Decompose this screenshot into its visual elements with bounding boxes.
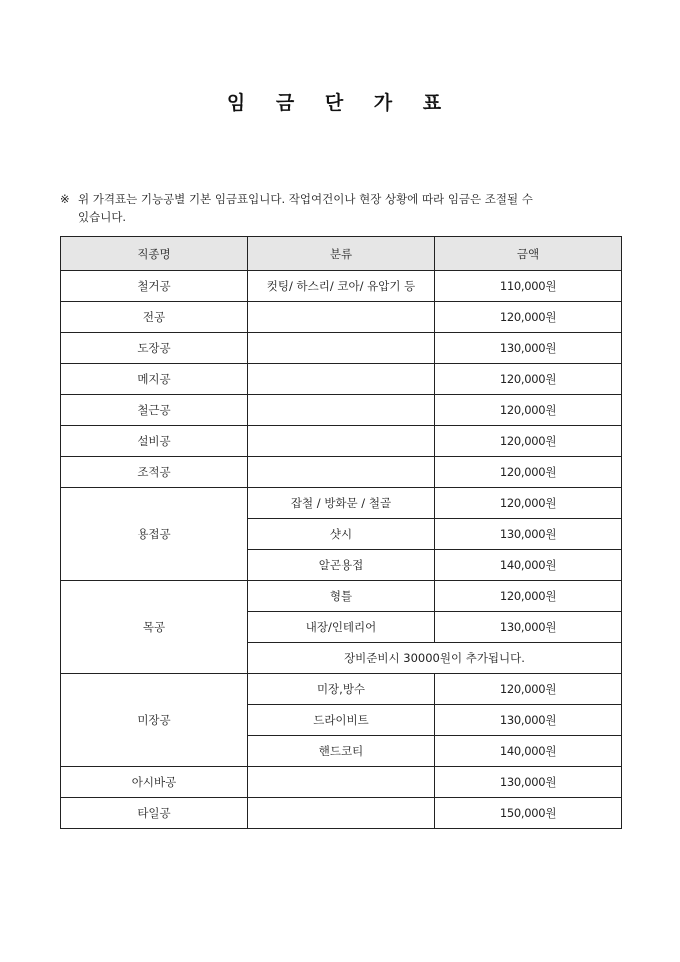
table-row — [61, 364, 622, 395]
job-cell: 메지공 — [61, 364, 248, 395]
amount-cell: 150,000원 — [435, 798, 622, 829]
job-cell-carpentry: 목공 — [61, 581, 248, 674]
note-text-2: 있습니다. — [78, 210, 127, 224]
table-row — [61, 333, 622, 364]
amount-cell: 110,000원 — [435, 271, 622, 302]
table-row — [61, 488, 622, 519]
amount-cell: 130,000원 — [435, 333, 622, 364]
category-cell — [248, 302, 435, 333]
table-row — [61, 767, 622, 798]
table-row — [61, 302, 622, 333]
amount-cell: 120,000원 — [435, 395, 622, 426]
header-job: 직종명 — [61, 237, 248, 271]
job-cell: 전공 — [61, 302, 248, 333]
amount-cell: 120,000원 — [435, 302, 622, 333]
reference-mark-icon: ※ — [60, 192, 70, 206]
amount-cell: 130,000원 — [435, 612, 622, 643]
amount-cell: 120,000원 — [435, 457, 622, 488]
table-row — [61, 395, 622, 426]
table-row — [61, 271, 622, 302]
table-row — [61, 457, 622, 488]
category-cell — [248, 426, 435, 457]
table-row — [61, 798, 622, 829]
category-cell: 핸드코티 — [248, 736, 435, 767]
job-cell: 철거공 — [61, 271, 248, 302]
amount-cell: 120,000원 — [435, 488, 622, 519]
note-line-1 — [60, 190, 625, 208]
price-note — [60, 190, 625, 226]
job-cell: 설비공 — [61, 426, 248, 457]
category-cell: 내장/인테리어 — [248, 612, 435, 643]
category-cell: 알곤용접 — [248, 550, 435, 581]
job-cell: 타일공 — [61, 798, 248, 829]
category-cell: 컷팅/ 하스리/ 코아/ 유압기 등 — [248, 271, 435, 302]
job-cell: 도장공 — [61, 333, 248, 364]
amount-cell: 130,000원 — [435, 767, 622, 798]
category-cell: 미장,방수 — [248, 674, 435, 705]
category-cell: 드라이비트 — [248, 705, 435, 736]
amount-cell: 120,000원 — [435, 426, 622, 457]
amount-cell: 130,000원 — [435, 519, 622, 550]
amount-cell: 120,000원 — [435, 674, 622, 705]
category-cell — [248, 767, 435, 798]
table-header-row — [61, 237, 622, 271]
category-cell — [248, 364, 435, 395]
equipment-surcharge-note: 장비준비시 30000원이 추가됩니다. — [248, 643, 622, 674]
category-cell — [248, 798, 435, 829]
table-row — [61, 581, 622, 612]
category-cell: 잡철 / 방화문 / 철골 — [248, 488, 435, 519]
category-cell: 샷시 — [248, 519, 435, 550]
job-cell-plaster: 미장공 — [61, 674, 248, 767]
wage-table — [60, 236, 622, 829]
category-cell: 형틀 — [248, 581, 435, 612]
category-cell — [248, 457, 435, 488]
amount-cell: 130,000원 — [435, 705, 622, 736]
amount-cell: 140,000원 — [435, 550, 622, 581]
job-cell: 조적공 — [61, 457, 248, 488]
amount-cell: 140,000원 — [435, 736, 622, 767]
page-title: 임 금 단 가 표 — [226, 92, 454, 114]
category-cell — [248, 333, 435, 364]
job-cell-welding: 용접공 — [61, 488, 248, 581]
job-cell: 철근공 — [61, 395, 248, 426]
header-amount: 금액 — [435, 237, 622, 271]
job-cell: 아시바공 — [61, 767, 248, 798]
category-cell — [248, 395, 435, 426]
table-row — [61, 426, 622, 457]
table-row — [61, 674, 622, 705]
amount-cell: 120,000원 — [435, 581, 622, 612]
header-category: 분류 — [248, 237, 435, 271]
note-text-1: 위 가격표는 기능공별 기본 임금표입니다. 작업여건이나 현장 상황에 따라 임금은 조절될 수 — [78, 192, 533, 206]
amount-cell: 120,000원 — [435, 364, 622, 395]
